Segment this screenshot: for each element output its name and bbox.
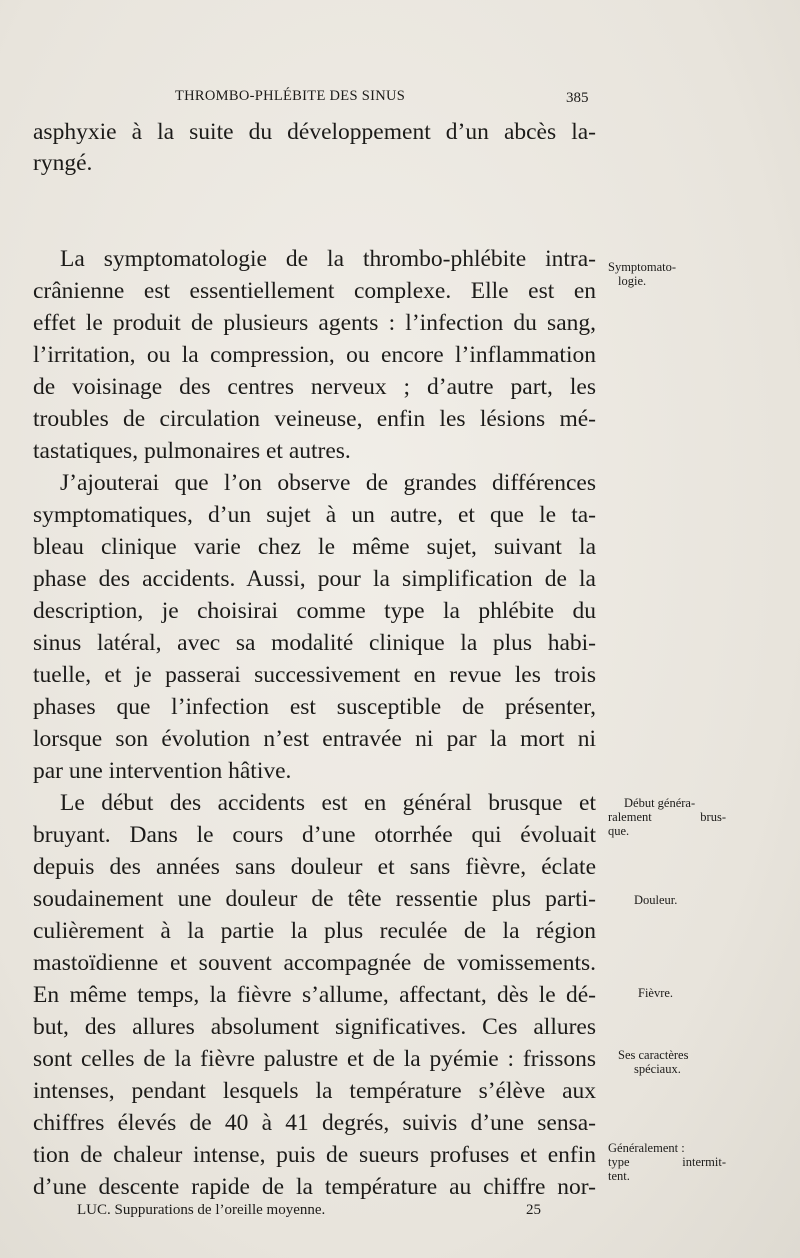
- text-line: description, je choisirai comme type la phlébite du: [33, 598, 596, 624]
- margin-note-fievre: [608, 986, 726, 1000]
- margin-note-debut: [608, 796, 726, 838]
- footer-title: LUC. Suppurations de l’oreille moyenne.: [77, 1202, 326, 1218]
- text-line: par une intervention hâtive.: [33, 758, 292, 784]
- text-line: tion de chaleur intense, puis de sueurs profuses et enfin: [33, 1142, 596, 1168]
- text-line: tuelle, et je passerai successivement en revue les trois: [33, 662, 596, 688]
- text-line: de voisinage des centres nerveux ; d’autre part, les: [33, 374, 596, 400]
- margin-note-line: Début généra-: [624, 796, 696, 810]
- text-line: chiffres élevés de 40 à 41 degrés, suivis d’une sensa-: [33, 1110, 596, 1136]
- margin-note-line: Fièvre.: [638, 986, 674, 1000]
- margin-note-line: Ses caractères: [618, 1048, 689, 1062]
- margin-note-line: Symptomato-: [608, 260, 677, 274]
- margin-note-line: Généralement :: [608, 1141, 685, 1155]
- text-line: intenses, pendant lesquels la température s’élève aux: [33, 1078, 596, 1104]
- text-line: sont celles de la fièvre palustre et de la pyémie : frissons: [33, 1046, 596, 1072]
- text-line: soudainement une douleur de tête ressentie plus parti-: [33, 886, 596, 912]
- margin-note-line: que.: [608, 824, 630, 838]
- margin-note-line: Douleur.: [634, 893, 678, 907]
- page-number: 385: [566, 90, 589, 106]
- text-line: d’une descente rapide de la température au chiffre nor-: [33, 1174, 596, 1200]
- text-line: tastatiques, pulmonaires et autres.: [33, 438, 351, 464]
- text-line: phase des accidents. Aussi, pour la simplification de la: [33, 566, 596, 592]
- text-line: mastoïdienne et souvent accompagnée de vomissements.: [33, 950, 596, 976]
- margin-note-line: logie.: [618, 274, 647, 288]
- text-line: troubles de circulation veineuse, enfin les lésions mé-: [33, 406, 596, 432]
- text-line: ryngé.: [33, 150, 93, 176]
- text-line: effet le produit de plusieurs agents : l’infection du sang,: [33, 310, 596, 336]
- signature-mark: 25: [526, 1202, 541, 1218]
- margin-note-line: type intermit-: [608, 1155, 726, 1169]
- text-line: asphyxie à la suite du développement d’un abcès la-: [33, 119, 596, 145]
- margin-note-line: tent.: [608, 1169, 630, 1183]
- margin-note-douleur: [608, 893, 726, 907]
- text-line: bleau clinique varie chez le même sujet, suivant la: [33, 534, 596, 560]
- text-line: Le début des accidents est en général brusque et: [60, 790, 596, 816]
- running-head: THROMBO-PHLÉBITE DES SINUS: [175, 88, 406, 104]
- text-line: l’irritation, ou la compression, ou encore l’inflammation: [33, 342, 596, 368]
- text-line: J’ajouterai que l’on observe de grandes différences: [60, 470, 596, 496]
- text-line: lorsque son évolution n’est entravée ni par la mort ni: [33, 726, 596, 752]
- text-line: culièrement à la partie la plus reculée de la région: [33, 918, 596, 944]
- text-line: but, des allures absolument significatives. Ces allures: [33, 1014, 596, 1040]
- text-line: La symptomatologie de la thrombo-phlébite intra-: [60, 246, 596, 272]
- text-line: sinus latéral, avec sa modalité clinique la plus habi-: [33, 630, 596, 656]
- margin-note-type: [608, 1141, 726, 1183]
- margin-note-line: ralement brus-: [608, 810, 726, 824]
- text-line: crânienne est essentiellement complexe. Elle est en: [33, 278, 596, 304]
- text-line: bruyant. Dans le cours d’une otorrhée qui évoluait: [33, 822, 596, 848]
- text-line: En même temps, la fièvre s’allume, affectant, dès le dé-: [33, 982, 596, 1008]
- text-line: phases que l’infection est susceptible de présenter,: [33, 694, 596, 720]
- text-line: depuis des années sans douleur et sans fièvre, éclate: [33, 854, 596, 880]
- margin-note-caracteres: [608, 1048, 726, 1076]
- margin-note-line: spéciaux.: [634, 1062, 681, 1076]
- margin-note-symptomatologie: [608, 260, 726, 288]
- text-line: symptomatiques, d’un sujet à un autre, et que le ta-: [33, 502, 596, 528]
